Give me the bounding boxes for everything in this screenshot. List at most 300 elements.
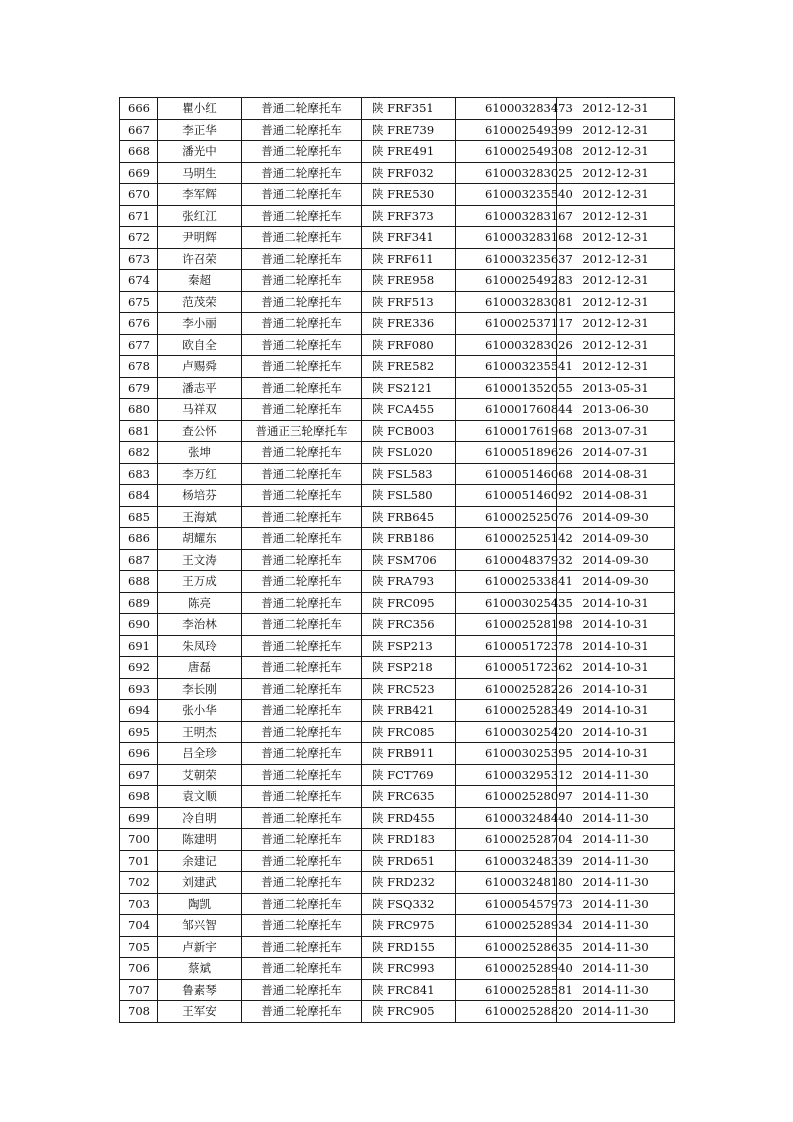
- vehicle-type-cell: 普通二轮摩托车: [242, 614, 362, 636]
- vehicle-type-cell: 普通二轮摩托车: [242, 162, 362, 184]
- row-number-cell: 666: [120, 98, 158, 120]
- vehicle-type-cell: 普通正三轮摩托车: [242, 420, 362, 442]
- id-number-cell: 610005172362: [456, 657, 557, 679]
- table-row: [120, 98, 675, 120]
- name-cell: 欧自全: [158, 334, 242, 356]
- plate-number-cell: 陕 FRA793: [362, 571, 456, 593]
- vehicle-type-cell: 普通二轮摩托车: [242, 485, 362, 507]
- name-cell: 李长刚: [158, 678, 242, 700]
- row-number-cell: 694: [120, 700, 158, 722]
- vehicle-type-cell: 普通二轮摩托车: [242, 141, 362, 163]
- date-cell: 2012-12-31: [557, 184, 675, 206]
- plate-number-cell: 陕 FRC356: [362, 614, 456, 636]
- plate-number-cell: 陕 FSL020: [362, 442, 456, 464]
- row-number-cell: 682: [120, 442, 158, 464]
- date-cell: 2012-12-31: [557, 227, 675, 249]
- name-cell: 尹明辉: [158, 227, 242, 249]
- name-cell: 秦超: [158, 270, 242, 292]
- row-number-cell: 699: [120, 807, 158, 829]
- date-cell: 2014-11-30: [557, 850, 675, 872]
- table-row: [120, 227, 675, 249]
- date-cell: 2014-11-30: [557, 893, 675, 915]
- date-cell: 2014-11-30: [557, 872, 675, 894]
- date-cell: 2012-12-31: [557, 162, 675, 184]
- id-number-cell: 610003235540: [456, 184, 557, 206]
- plate-number-cell: 陕 FRC905: [362, 1001, 456, 1023]
- table-row: [120, 721, 675, 743]
- name-cell: 李正华: [158, 119, 242, 141]
- name-cell: 胡耀东: [158, 528, 242, 550]
- vehicle-type-cell: 普通二轮摩托车: [242, 979, 362, 1001]
- id-number-cell: 610002528934: [456, 915, 557, 937]
- vehicle-type-cell: 普通二轮摩托车: [242, 700, 362, 722]
- row-number-cell: 708: [120, 1001, 158, 1023]
- name-cell: 范茂荣: [158, 291, 242, 313]
- date-cell: 2014-11-30: [557, 915, 675, 937]
- date-cell: 2014-09-30: [557, 506, 675, 528]
- table-row: [120, 786, 675, 808]
- plate-number-cell: 陕 FRC975: [362, 915, 456, 937]
- date-cell: 2012-12-31: [557, 313, 675, 335]
- table-row: [120, 807, 675, 829]
- id-number-cell: 610002537117: [456, 313, 557, 335]
- name-cell: 杨培芬: [158, 485, 242, 507]
- id-number-cell: 610002525142: [456, 528, 557, 550]
- row-number-cell: 677: [120, 334, 158, 356]
- vehicle-type-cell: 普通二轮摩托车: [242, 291, 362, 313]
- plate-number-cell: 陕 FRB186: [362, 528, 456, 550]
- name-cell: 王明杰: [158, 721, 242, 743]
- row-number-cell: 696: [120, 743, 158, 765]
- table-row: [120, 979, 675, 1001]
- id-number-cell: 610003283167: [456, 205, 557, 227]
- table-row: [120, 764, 675, 786]
- record-table-body: [120, 98, 675, 1023]
- name-cell: 张坤: [158, 442, 242, 464]
- row-number-cell: 674: [120, 270, 158, 292]
- table-row: [120, 291, 675, 313]
- date-cell: 2014-09-30: [557, 549, 675, 571]
- table-row: [120, 162, 675, 184]
- name-cell: 李小丽: [158, 313, 242, 335]
- table-row: [120, 614, 675, 636]
- vehicle-type-cell: 普通二轮摩托车: [242, 506, 362, 528]
- vehicle-type-cell: 普通二轮摩托车: [242, 721, 362, 743]
- table-row: [120, 743, 675, 765]
- plate-number-cell: 陕 FRD155: [362, 936, 456, 958]
- row-number-cell: 684: [120, 485, 158, 507]
- row-number-cell: 670: [120, 184, 158, 206]
- row-number-cell: 668: [120, 141, 158, 163]
- id-number-cell: 610002528349: [456, 700, 557, 722]
- id-number-cell: 610003295312: [456, 764, 557, 786]
- table-row: [120, 313, 675, 335]
- row-number-cell: 676: [120, 313, 158, 335]
- vehicle-type-cell: 普通二轮摩托车: [242, 313, 362, 335]
- table-row: [120, 506, 675, 528]
- name-cell: 鲁素琴: [158, 979, 242, 1001]
- date-cell: 2014-11-30: [557, 958, 675, 980]
- row-number-cell: 706: [120, 958, 158, 980]
- date-cell: 2014-11-30: [557, 829, 675, 851]
- name-cell: 艾朝荣: [158, 764, 242, 786]
- name-cell: 王文涛: [158, 549, 242, 571]
- vehicle-type-cell: 普通二轮摩托车: [242, 764, 362, 786]
- row-number-cell: 680: [120, 399, 158, 421]
- id-number-cell: 610005146068: [456, 463, 557, 485]
- name-cell: 蔡斌: [158, 958, 242, 980]
- plate-number-cell: 陕 FRE491: [362, 141, 456, 163]
- row-number-cell: 701: [120, 850, 158, 872]
- date-cell: 2014-11-30: [557, 979, 675, 1001]
- name-cell: 朱凤玲: [158, 635, 242, 657]
- table-row: [120, 829, 675, 851]
- row-number-cell: 671: [120, 205, 158, 227]
- table-row: [120, 399, 675, 421]
- table-row: [120, 678, 675, 700]
- plate-number-cell: 陕 FRC993: [362, 958, 456, 980]
- name-cell: 张小华: [158, 700, 242, 722]
- vehicle-type-cell: 普通二轮摩托车: [242, 528, 362, 550]
- id-number-cell: 610002528581: [456, 979, 557, 1001]
- row-number-cell: 686: [120, 528, 158, 550]
- plate-number-cell: 陕 FSP218: [362, 657, 456, 679]
- date-cell: 2014-08-31: [557, 463, 675, 485]
- table-row: [120, 915, 675, 937]
- row-number-cell: 698: [120, 786, 158, 808]
- table-row: [120, 893, 675, 915]
- id-number-cell: 610003283473: [456, 98, 557, 120]
- id-number-cell: 610005146092: [456, 485, 557, 507]
- date-cell: 2013-07-31: [557, 420, 675, 442]
- plate-number-cell: 陕 FCA455: [362, 399, 456, 421]
- table-row: [120, 420, 675, 442]
- plate-number-cell: 陕 FRF513: [362, 291, 456, 313]
- row-number-cell: 690: [120, 614, 158, 636]
- plate-number-cell: 陕 FRF080: [362, 334, 456, 356]
- vehicle-type-cell: 普通二轮摩托车: [242, 678, 362, 700]
- row-number-cell: 700: [120, 829, 158, 851]
- plate-number-cell: 陕 FSL580: [362, 485, 456, 507]
- date-cell: 2014-10-31: [557, 614, 675, 636]
- name-cell: 卢赐舜: [158, 356, 242, 378]
- row-number-cell: 689: [120, 592, 158, 614]
- id-number-cell: 610002525076: [456, 506, 557, 528]
- id-number-cell: 610002533841: [456, 571, 557, 593]
- name-cell: 陶凯: [158, 893, 242, 915]
- date-cell: 2014-09-30: [557, 571, 675, 593]
- id-number-cell: 610003283081: [456, 291, 557, 313]
- plate-number-cell: 陕 FRF373: [362, 205, 456, 227]
- date-cell: 2014-10-31: [557, 592, 675, 614]
- table-row: [120, 700, 675, 722]
- plate-number-cell: 陕 FSQ332: [362, 893, 456, 915]
- table-row: [120, 872, 675, 894]
- date-cell: 2014-11-30: [557, 1001, 675, 1023]
- date-cell: 2012-12-31: [557, 205, 675, 227]
- vehicle-type-cell: 普通二轮摩托车: [242, 205, 362, 227]
- id-number-cell: 610003283025: [456, 162, 557, 184]
- row-number-cell: 667: [120, 119, 158, 141]
- id-number-cell: 610003235637: [456, 248, 557, 270]
- date-cell: 2014-10-31: [557, 721, 675, 743]
- row-number-cell: 705: [120, 936, 158, 958]
- date-cell: 2014-08-31: [557, 485, 675, 507]
- table-row: [120, 958, 675, 980]
- id-number-cell: 610002528940: [456, 958, 557, 980]
- plate-number-cell: 陕 FCT769: [362, 764, 456, 786]
- id-number-cell: 610003025420: [456, 721, 557, 743]
- name-cell: 余建记: [158, 850, 242, 872]
- name-cell: 卢新宇: [158, 936, 242, 958]
- vehicle-type-cell: 普通二轮摩托车: [242, 399, 362, 421]
- id-number-cell: 610003248180: [456, 872, 557, 894]
- date-cell: 2012-12-31: [557, 334, 675, 356]
- vehicle-type-cell: 普通二轮摩托车: [242, 377, 362, 399]
- table-row: [120, 592, 675, 614]
- vehicle-type-cell: 普通二轮摩托车: [242, 635, 362, 657]
- plate-number-cell: 陕 FRF611: [362, 248, 456, 270]
- table-row: [120, 850, 675, 872]
- table-row: [120, 184, 675, 206]
- plate-number-cell: 陕 FS2121: [362, 377, 456, 399]
- vehicle-type-cell: 普通二轮摩托车: [242, 270, 362, 292]
- plate-number-cell: 陕 FRD183: [362, 829, 456, 851]
- row-number-cell: 697: [120, 764, 158, 786]
- table-row: [120, 635, 675, 657]
- plate-number-cell: 陕 FRF351: [362, 98, 456, 120]
- name-cell: 马祥双: [158, 399, 242, 421]
- id-number-cell: 610003025395: [456, 743, 557, 765]
- name-cell: 潘志平: [158, 377, 242, 399]
- name-cell: 刘建武: [158, 872, 242, 894]
- vehicle-type-cell: 普通二轮摩托车: [242, 248, 362, 270]
- plate-number-cell: 陕 FRE336: [362, 313, 456, 335]
- id-number-cell: 610005457973: [456, 893, 557, 915]
- row-number-cell: 685: [120, 506, 158, 528]
- name-cell: 吕全珍: [158, 743, 242, 765]
- id-number-cell: 610002528198: [456, 614, 557, 636]
- date-cell: 2012-12-31: [557, 141, 675, 163]
- table-row: [120, 657, 675, 679]
- id-number-cell: 610005172378: [456, 635, 557, 657]
- table-row: [120, 248, 675, 270]
- row-number-cell: 693: [120, 678, 158, 700]
- id-number-cell: 610001352055: [456, 377, 557, 399]
- id-number-cell: 610004837932: [456, 549, 557, 571]
- id-number-cell: 610002528226: [456, 678, 557, 700]
- row-number-cell: 669: [120, 162, 158, 184]
- name-cell: 冷自明: [158, 807, 242, 829]
- date-cell: 2012-12-31: [557, 119, 675, 141]
- id-number-cell: 610003283168: [456, 227, 557, 249]
- date-cell: 2014-11-30: [557, 786, 675, 808]
- table-row: [120, 1001, 675, 1023]
- row-number-cell: 695: [120, 721, 158, 743]
- name-cell: 陈亮: [158, 592, 242, 614]
- id-number-cell: 610003235541: [456, 356, 557, 378]
- name-cell: 李治林: [158, 614, 242, 636]
- id-number-cell: 610002528097: [456, 786, 557, 808]
- row-number-cell: 688: [120, 571, 158, 593]
- plate-number-cell: 陕 FRC085: [362, 721, 456, 743]
- row-number-cell: 702: [120, 872, 158, 894]
- id-number-cell: 610002549399: [456, 119, 557, 141]
- row-number-cell: 683: [120, 463, 158, 485]
- vehicle-type-cell: 普通二轮摩托车: [242, 893, 362, 915]
- vehicle-type-cell: 普通二轮摩托车: [242, 356, 362, 378]
- id-number-cell: 610001761968: [456, 420, 557, 442]
- row-number-cell: 707: [120, 979, 158, 1001]
- date-cell: 2014-10-31: [557, 657, 675, 679]
- plate-number-cell: 陕 FRC635: [362, 786, 456, 808]
- id-number-cell: 610002528820: [456, 1001, 557, 1023]
- id-number-cell: 610003248339: [456, 850, 557, 872]
- row-number-cell: 672: [120, 227, 158, 249]
- vehicle-type-cell: 普通二轮摩托车: [242, 571, 362, 593]
- vehicle-type-cell: 普通二轮摩托车: [242, 872, 362, 894]
- date-cell: 2014-10-31: [557, 678, 675, 700]
- table-row: [120, 356, 675, 378]
- plate-number-cell: 陕 FRE582: [362, 356, 456, 378]
- date-cell: 2014-10-31: [557, 700, 675, 722]
- name-cell: 唐磊: [158, 657, 242, 679]
- date-cell: 2014-10-31: [557, 635, 675, 657]
- table-row: [120, 528, 675, 550]
- vehicle-type-cell: 普通二轮摩托车: [242, 850, 362, 872]
- vehicle-type-cell: 普通二轮摩托车: [242, 184, 362, 206]
- vehicle-type-cell: 普通二轮摩托车: [242, 1001, 362, 1023]
- name-cell: 查公怀: [158, 420, 242, 442]
- row-number-cell: 692: [120, 657, 158, 679]
- plate-number-cell: 陕 FRF341: [362, 227, 456, 249]
- vehicle-type-cell: 普通二轮摩托车: [242, 958, 362, 980]
- table-row: [120, 205, 675, 227]
- name-cell: 许召荣: [158, 248, 242, 270]
- vehicle-type-cell: 普通二轮摩托车: [242, 119, 362, 141]
- table-row: [120, 463, 675, 485]
- plate-number-cell: 陕 FRE739: [362, 119, 456, 141]
- plate-number-cell: 陕 FSM706: [362, 549, 456, 571]
- id-number-cell: 610005189626: [456, 442, 557, 464]
- vehicle-type-cell: 普通二轮摩托车: [242, 807, 362, 829]
- name-cell: 马明生: [158, 162, 242, 184]
- plate-number-cell: 陕 FRD455: [362, 807, 456, 829]
- plate-number-cell: 陕 FRD232: [362, 872, 456, 894]
- plate-number-cell: 陕 FRB911: [362, 743, 456, 765]
- plate-number-cell: 陕 FRC841: [362, 979, 456, 1001]
- date-cell: 2014-07-31: [557, 442, 675, 464]
- table-row: [120, 377, 675, 399]
- name-cell: 潘光中: [158, 141, 242, 163]
- name-cell: 李军辉: [158, 184, 242, 206]
- vehicle-type-cell: 普通二轮摩托车: [242, 227, 362, 249]
- date-cell: 2012-12-31: [557, 248, 675, 270]
- vehicle-type-cell: 普通二轮摩托车: [242, 592, 362, 614]
- name-cell: 张红江: [158, 205, 242, 227]
- id-number-cell: 610002549308: [456, 141, 557, 163]
- id-number-cell: 610002528635: [456, 936, 557, 958]
- id-number-cell: 610003283026: [456, 334, 557, 356]
- date-cell: 2014-11-30: [557, 764, 675, 786]
- id-number-cell: 610002528704: [456, 829, 557, 851]
- id-number-cell: 610002549283: [456, 270, 557, 292]
- date-cell: 2013-05-31: [557, 377, 675, 399]
- plate-number-cell: 陕 FCB003: [362, 420, 456, 442]
- date-cell: 2014-09-30: [557, 528, 675, 550]
- vehicle-type-cell: 普通二轮摩托车: [242, 549, 362, 571]
- plate-number-cell: 陕 FRB421: [362, 700, 456, 722]
- vehicle-type-cell: 普通二轮摩托车: [242, 786, 362, 808]
- row-number-cell: 681: [120, 420, 158, 442]
- vehicle-type-cell: 普通二轮摩托车: [242, 657, 362, 679]
- vehicle-type-cell: 普通二轮摩托车: [242, 936, 362, 958]
- plate-number-cell: 陕 FRE530: [362, 184, 456, 206]
- vehicle-type-cell: 普通二轮摩托车: [242, 442, 362, 464]
- plate-number-cell: 陕 FRC095: [362, 592, 456, 614]
- table-row: [120, 270, 675, 292]
- name-cell: 王军安: [158, 1001, 242, 1023]
- vehicle-type-cell: 普通二轮摩托车: [242, 743, 362, 765]
- name-cell: 瞿小红: [158, 98, 242, 120]
- plate-number-cell: 陕 FRE958: [362, 270, 456, 292]
- table-row: [120, 119, 675, 141]
- row-number-cell: 704: [120, 915, 158, 937]
- table-row: [120, 936, 675, 958]
- row-number-cell: 703: [120, 893, 158, 915]
- name-cell: 王万成: [158, 571, 242, 593]
- date-cell: 2012-12-31: [557, 270, 675, 292]
- name-cell: 王海斌: [158, 506, 242, 528]
- vehicle-type-cell: 普通二轮摩托车: [242, 915, 362, 937]
- id-number-cell: 610003025435: [456, 592, 557, 614]
- table-row: [120, 442, 675, 464]
- table-row: [120, 571, 675, 593]
- date-cell: 2012-12-31: [557, 356, 675, 378]
- row-number-cell: 691: [120, 635, 158, 657]
- table-row: [120, 549, 675, 571]
- table-row: [120, 485, 675, 507]
- id-number-cell: 610003248440: [456, 807, 557, 829]
- row-number-cell: 673: [120, 248, 158, 270]
- date-cell: 2014-11-30: [557, 807, 675, 829]
- plate-number-cell: 陕 FRC523: [362, 678, 456, 700]
- plate-number-cell: 陕 FSL583: [362, 463, 456, 485]
- record-table: [119, 97, 675, 1023]
- id-number-cell: 610001760844: [456, 399, 557, 421]
- vehicle-type-cell: 普通二轮摩托车: [242, 98, 362, 120]
- vehicle-type-cell: 普通二轮摩托车: [242, 334, 362, 356]
- name-cell: 陈建明: [158, 829, 242, 851]
- row-number-cell: 678: [120, 356, 158, 378]
- table-row: [120, 334, 675, 356]
- vehicle-type-cell: 普通二轮摩托车: [242, 829, 362, 851]
- name-cell: 李万红: [158, 463, 242, 485]
- plate-number-cell: 陕 FRB645: [362, 506, 456, 528]
- plate-number-cell: 陕 FRF032: [362, 162, 456, 184]
- date-cell: 2014-11-30: [557, 936, 675, 958]
- name-cell: 袁文顺: [158, 786, 242, 808]
- plate-number-cell: 陕 FRD651: [362, 850, 456, 872]
- vehicle-type-cell: 普通二轮摩托车: [242, 463, 362, 485]
- row-number-cell: 687: [120, 549, 158, 571]
- name-cell: 邹兴智: [158, 915, 242, 937]
- date-cell: 2014-10-31: [557, 743, 675, 765]
- date-cell: 2012-12-31: [557, 98, 675, 120]
- date-cell: 2012-12-31: [557, 291, 675, 313]
- row-number-cell: 679: [120, 377, 158, 399]
- date-cell: 2013-06-30: [557, 399, 675, 421]
